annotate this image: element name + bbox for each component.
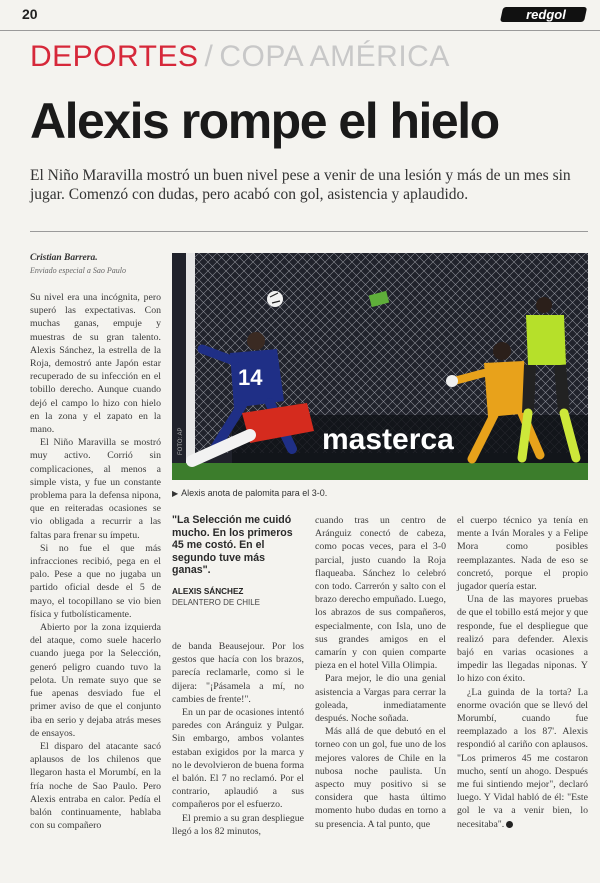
column-4 [457, 514, 588, 831]
quote-author-role: DELANTERO DE CHILE [172, 597, 261, 607]
paragraph: El premio a su gran despliegue llegó a los 82 minutos, [172, 812, 304, 837]
paragraph: El Niño Maravilla se mostró muy activo. Corrió sin complicaciones, al menos a simple vista, y fue un constante problema para la defensa nipona, que en reiteradas ocasiones se vio obligada a recurrir a las faltas para frenar su ímpetu. [30, 437, 161, 541]
section-label [30, 40, 450, 74]
triangle-bullet-icon: ▶ [172, 489, 179, 498]
byline-name: Cristian Barrera. [30, 253, 98, 263]
paragraph: En un par de ocasiones intentó paredes con Aránguiz y Pulgar. Sin embargo, ambos volantes estaban exigidos por la marca y no le devolvieron de buena forma el balón. El 7 no reclamó. Por el contrario, aplaudió a sus compañeros por el esfuerzo. [172, 707, 304, 811]
paragraph-text: ¿La guinda de la torta? La enorme ovación que se llevó del Morumbí, cuando fue reemplazado a los 87'. Alexis respondió al cariño con aplausos. "Los primeros 45 me costaron mucho, sentí un ahogo. Después me fui sintiendo mejor", declaró luego. Y Vidal habló de él: "Este gol le va a venir bien, lo necesitaba". [457, 686, 588, 830]
quote-author: ALEXIS SÁNCHEZ [172, 586, 244, 596]
paragraph [457, 686, 588, 831]
end-of-article-icon [506, 821, 513, 828]
match-photo [172, 253, 588, 480]
paragraph: el cuerpo técnico ya tenía en mente a Iván Morales y a Felipe Mora como posibles reemplazantes. Nada de eso se concretó, porque el propio jugador quería estar. [457, 515, 588, 593]
page-number: 20 [22, 6, 38, 22]
paragraph: cuando tras un centro de Aránguiz conectó de cabeza, como pocas veces, para el 3-0 parcial, justo cuando la Roja flaqueaba. Sánchez lo celebró con todo. Carrerón y salto con el brazo derecho empuñado. Luego, los abrazos de sus compañeros, especialmente, con Isla, uno de sus grandes amigos en el camarín y con quien comparte pieza en el hotel Villa Olimpia. [315, 515, 446, 672]
headline: Alexis rompe el hielo [30, 93, 499, 149]
section-secondary: COPA AMÉRICA [219, 40, 450, 73]
ball-icon [267, 291, 283, 307]
photo-caption [172, 488, 327, 498]
paragraph: Para mejor, le dio una genial asistencia a Vargas para cerrar la goleada, inmediatamente después. Noche soñada. [315, 673, 446, 725]
byline [30, 253, 160, 275]
paragraph: Abierto por la zona izquierda del ataque, como suele hacerlo cuando juega por la Selección, generó peligro cuando tuvo la pelota. Un remate suyo que se fue apenas desviado fue el primer aviso de que el conjunto iba en serio y dejaba atrás meses de ensayos. [30, 622, 161, 739]
divider [30, 231, 588, 232]
quote-text: "La Selección me cuidó mucho. En los primeros 45 me costó. En el segundo tuve más ganas". [172, 514, 293, 576]
jersey-number: 14 [238, 365, 263, 390]
photo-credit: FOTO: AP [178, 427, 184, 455]
page-header [0, 0, 600, 31]
paragraph: de banda Beausejour. Por los gestos que hacía con los brazos, parecía reclamarle, como si le dijera: "¡Pásamela a mí, no cambies de frente!". [172, 641, 304, 705]
column-2 [172, 640, 304, 838]
redgol-logo [500, 3, 592, 25]
goal-scene-illustration [172, 253, 588, 480]
paragraph: Más allá de que debutó en el torneo con un gol, fue uno de los mejores valores de Chile en la nubosa noche paulista. Un aspecto muy positivo si se considera que hasta último momento hubo dudas en torno a su presencia. A tal punto, que [315, 726, 446, 830]
column-1 [30, 291, 161, 832]
paragraph: Una de las mayores pruebas de que el tobillo está mejor y que responde, fue el despliegue que realizó para defender. Alexis bajó en varias ocasiones a impedir las llegadas niponas. Y lo hizo con éxito. [457, 594, 588, 685]
section-primary: DEPORTES [30, 40, 199, 73]
subheadline: El Niño Maravilla mostró un buen nivel pese a venir de una lesión y más de un mes sin jugar. Comenzó con dudas, pero acabó con gol, asistencia y aplaudido. [30, 167, 571, 203]
pull-quote [172, 514, 306, 607]
paragraph: El disparo del atacante sacó aplausos de los chilenos que llegaron hasta el Morumbí, en la fría noche de Sao Paulo. Pero Alexis entraba en calor. Pedía el balón continuamente, hablaba con su compañero [30, 740, 161, 832]
board-text: masterca [322, 423, 454, 456]
byline-role: Enviado especial a Sao Paulo [30, 266, 126, 275]
caption-text: Alexis anota de palomita para el 3-0. [181, 488, 328, 498]
paragraph: Si no fue el que más infracciones recibió, pega en el palo. Pese a que no jugaba un partido oficial desde el 5 de mayo, el tocopillano se vio bien física y futbolísticamente. [30, 542, 161, 620]
column-3 [315, 514, 446, 831]
section-separator: / [204, 40, 214, 73]
logo-text: redgol [526, 7, 566, 22]
paragraph: Su nivel era una incógnita, pero superó las expectativas. Con muchas ganas, empuje y muestras de su gran talento. Alexis Sánchez, la estrella de la Roja, demostró ante Japón estar recuperado de su infección en el tobillo derecho. Aunque cuando dejó el campo lo hizo con hielo en la zona y el zapato en la mano. [30, 292, 161, 436]
